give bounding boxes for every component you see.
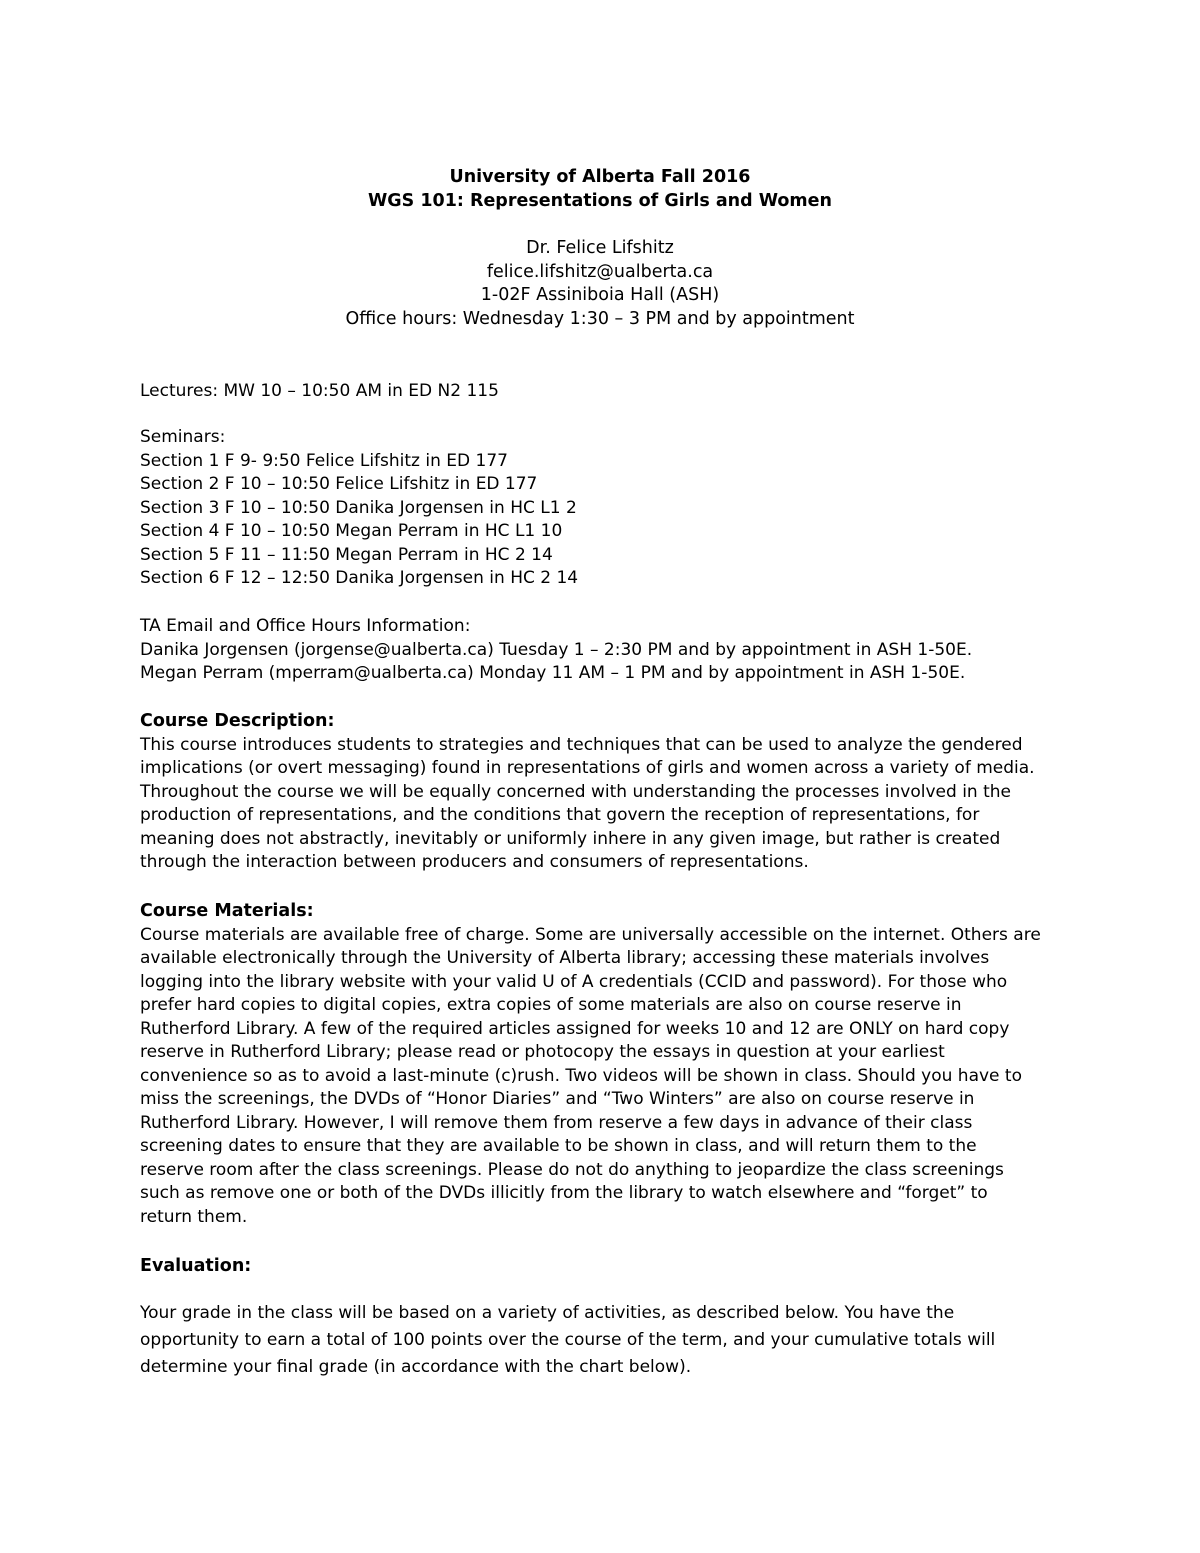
course-title: WGS 101: Representations of Girls and Women (367, 190, 832, 211)
paragraph-line: reserve in Rutherford Library; please read or photocopy the essays in question at your earliest (140, 1042, 945, 1062)
course-description-text (140, 734, 1065, 875)
evaluation-text-block (140, 1300, 1065, 1381)
paragraph-line: determine your final grade (in accordance with the chart below). (140, 1357, 692, 1377)
paragraph-line: reserve room after the class screenings. Please do not do anything to jeopardize the class screenings (140, 1159, 1004, 1180)
instructor-office: 1-02F Assiniboia Hall (ASH) (480, 285, 720, 305)
paragraph-line: prefer hard copies to digital copies, extra copies of some materials are also on course reserve in (140, 995, 962, 1015)
instructor-info (0, 237, 1200, 331)
ta-info-label: TA Email and Office Hours Information: (140, 616, 471, 636)
paragraph-line: available electronically through the University of Alberta library; accessing these materials involves (140, 948, 990, 968)
evaluation-heading: Evaluation: (140, 1256, 252, 1276)
evaluation-section (140, 1255, 1065, 1279)
paragraph-line: Your grade in the class will be based on a variety of activities, as described below. You have the (140, 1303, 955, 1323)
seminar-section: Section 3 F 10 – 10:50 Danika Jorgensen in HC L1 2 (140, 497, 577, 518)
paragraph-line: opportunity to earn a total of 100 points over the course of the term, and your cumulative totals will (140, 1330, 996, 1350)
ta-info (140, 615, 1065, 686)
ta-info-line: Danika Jorgensen (jorgense@ualberta.ca) Tuesday 1 – 2:30 PM and by appointment in ASH 1-50E. (140, 639, 973, 660)
paragraph-line: screening dates to ensure that they are available to be shown in class, and will return them to the (140, 1136, 977, 1156)
instructor-email: felice.lifshitz@ualberta.ca (486, 261, 714, 282)
paragraph-line: return them. (140, 1206, 248, 1227)
document-header (0, 166, 1200, 213)
paragraph-line: production of representations, and the conditions that govern the reception of representations, for (140, 805, 980, 825)
seminar-section: Section 4 F 10 – 10:50 Megan Perram in HC L1 10 (140, 521, 563, 541)
seminar-section: Section 6 F 12 – 12:50 Danika Jorgensen in HC 2 14 (140, 568, 579, 588)
lectures-line: Lectures: MW 10 – 10:50 AM in ED N2 115 (140, 381, 499, 401)
evaluation-text (140, 1300, 1065, 1381)
paragraph-line: implications (or overt messaging) found in representations of girls and women across a variety of media. (140, 758, 1035, 778)
paragraph-line: Rutherford Library. A few of the required articles assigned for weeks 10 and 12 are ONLY on hard copy (140, 1018, 1010, 1039)
seminars-info (140, 426, 1065, 591)
course-materials-text (140, 924, 1065, 1230)
paragraph-line: convenience so as to avoid a last-minute (c)rush. Two videos will be shown in class. Should you have to (140, 1065, 1022, 1086)
instructor-office-hours: Office hours: Wednesday 1:30 – 3 PM and by appointment (345, 308, 855, 329)
paragraph-line: Throughout the course we will be equally concerned with understanding the processes involved in the (140, 781, 1011, 802)
paragraph-line: such as remove one or both of the DVDs illicitly from the library to watch elsewhere and “forget” to (140, 1183, 988, 1203)
seminar-section: Section 5 F 11 – 11:50 Megan Perram in HC 2 14 (140, 544, 553, 565)
paragraph-line: meaning does not abstractly, inevitably or uniformly inhere in any given image, but rather is created (140, 828, 1001, 849)
seminar-section: Section 1 F 9- 9:50 Felice Lifshitz in ED 177 (140, 450, 508, 471)
course-materials-heading: Course Materials: (140, 901, 314, 921)
ta-info-line: Megan Perram (mperram@ualberta.ca) Monday 11 AM – 1 PM and by appointment in ASH 1-50E. (140, 663, 966, 683)
course-description-heading: Course Description: (140, 711, 335, 731)
paragraph-line: logging into the library website with your valid U of A credentials (CCID and password). For those who (140, 971, 1008, 992)
seminars-label: Seminars: (140, 427, 226, 447)
paragraph-line: miss the screenings, the DVDs of “Honor Diaries” and “Two Winters” are also on course reserve in (140, 1089, 975, 1109)
paragraph-line: Course materials are available free of charge. Some are universally accessible on the internet. Others are (140, 924, 1041, 945)
university-term: University of Alberta Fall 2016 (449, 167, 751, 187)
paragraph-line: Rutherford Library. However, I will remove them from reserve a few days in advance of their class (140, 1112, 973, 1133)
course-description-section (140, 710, 1065, 875)
lectures-info (140, 380, 1065, 404)
paragraph-line: through the interaction between producers and consumers of representations. (140, 852, 809, 872)
paragraph-line: This course introduces students to strategies and techniques that can be used to analyze the gendered (140, 734, 1023, 755)
course-materials-section (140, 900, 1065, 1229)
seminar-section: Section 2 F 10 – 10:50 Felice Lifshitz in ED 177 (140, 474, 538, 494)
instructor-name: Dr. Felice Lifshitz (526, 238, 674, 258)
